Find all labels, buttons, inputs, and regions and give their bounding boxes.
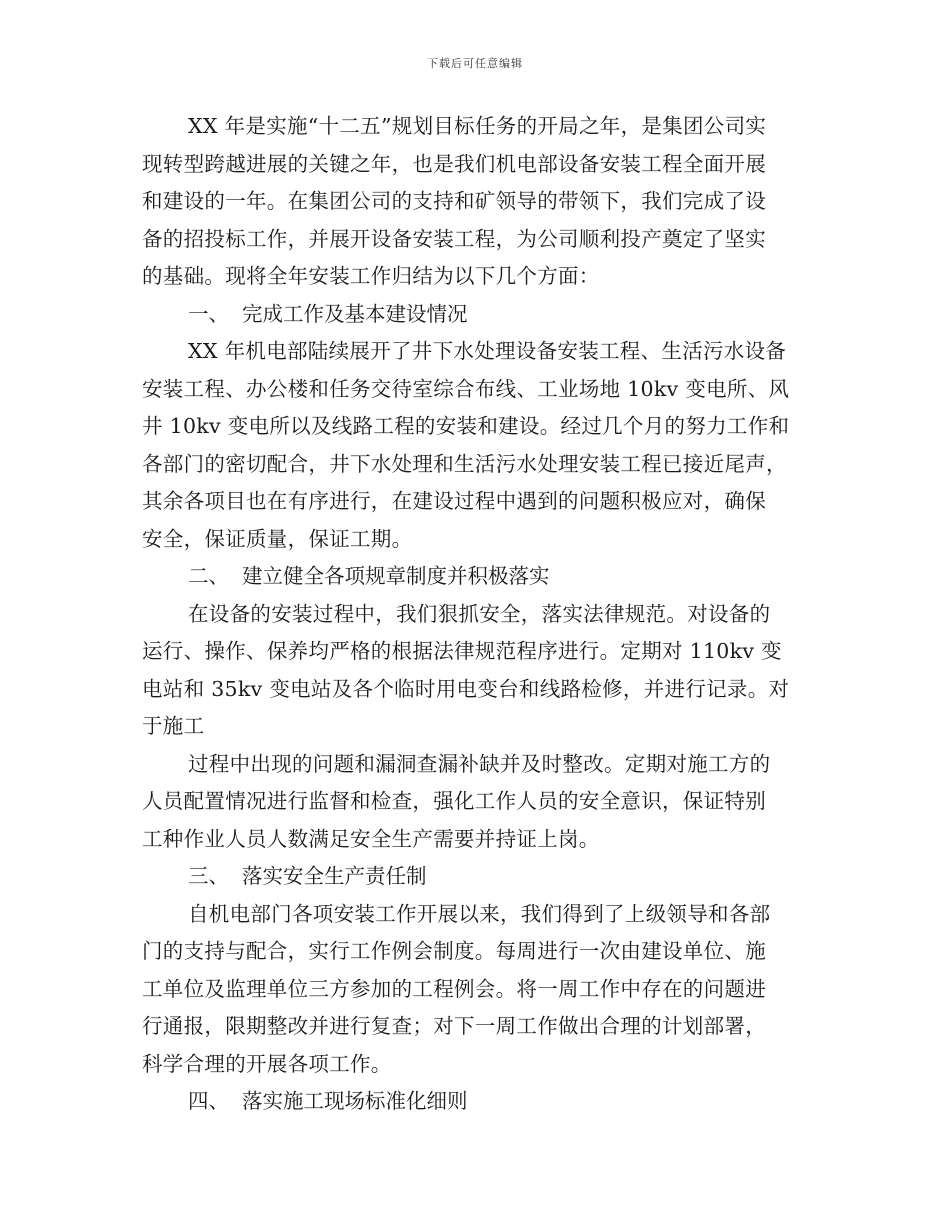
intro-paragraph (142, 108, 807, 296)
text-line: 井 10kv 变电所以及线路工程的安装和建设。经过几个月的努力工作和 (142, 414, 790, 438)
section-title: 落实安全生产责任制 (242, 864, 427, 888)
section-title: 建立健全各项规章制度并积极落实 (242, 564, 550, 588)
text-line: 备的招投标工作，并展开设备安装工程，为公司顺利投产奠定了坚实 (142, 226, 766, 251)
section-number: 三、 (188, 864, 229, 888)
text-line: 工种作业人员人数满足安全生产需要并持证上岗。 (142, 826, 600, 851)
text-line: 安装工程、办公楼和任务交待室综合布线、工业场地 10kv 变电所、风 (142, 376, 790, 401)
text-line: 和建设的一年。在集团公司的支持和矿领导的带领下，我们完成了设 (142, 189, 766, 213)
text-line: 安全，保证质量，保证工期。 (142, 526, 413, 551)
text-line: XX 年是实施“十二五”规划目标任务的开局之年，是集团公司实 (188, 114, 767, 138)
text-line: 现转型跨越进展的关键之年，也是我们机电部设备安装工程全面开展 (142, 151, 766, 176)
text-line: 门的支持与配合，实行工作例会制度。每周进行一次由建设单位、施 (142, 939, 766, 963)
section-heading-2 (142, 558, 807, 596)
section-number: 一、 (188, 301, 229, 326)
text-line: 其余各项目也在有序进行，在建设过程中遇到的问题积极应对，确保 (142, 489, 766, 513)
text-line: 行通报，限期整改并进行复查；对下一周工作做出合理的计划部署， (142, 1014, 766, 1038)
section-title: 完成工作及基本建设情况 (242, 301, 468, 326)
section-number: 四、 (188, 1089, 229, 1113)
document-body (142, 108, 807, 1121)
text-line: 自机电部门各项安装工作开展以来，我们得到了上级领导和各部 (188, 901, 771, 926)
text-line: 科学合理的开展各项工作。 (142, 1051, 392, 1076)
section-number: 二、 (188, 564, 229, 588)
text-line: 过程中出现的问题和漏洞查漏补缺并及时整改。定期对施工方的 (188, 751, 771, 776)
section-3-paragraph (142, 896, 807, 1084)
text-line: 工单位及监理单位三方参加的工程例会。将一周工作中存在的问题进 (142, 976, 766, 1001)
text-line: 各部门的密切配合，井下水处理和生活污水处理安装工程已接近尾声， (142, 451, 787, 476)
text-line: 人员配置情况进行监督和检查，强化工作人员的安全意识，保证特别 (142, 789, 766, 813)
section-2-paragraph (142, 596, 807, 746)
text-line: 于施工 (142, 714, 205, 738)
text-line: 在设备的安装过程中，我们狠抓安全，落实法律规范。对设备的 (188, 601, 771, 626)
section-heading-4 (142, 1083, 807, 1121)
text-line: 电站和 35kv 变电站及各个临时用电变台和线路检修，并进行记录。对 (142, 676, 790, 701)
text-line: 运行、操作、保养均严格的根据法律规范程序进行。定期对 110kv 变 (142, 639, 782, 663)
text-line: XX 年机电部陆续展开了井下水处理设备安装工程、生活污水设备 (188, 339, 787, 363)
section-heading-1 (142, 296, 807, 334)
section-title: 落实施工现场标准化细则 (242, 1089, 468, 1113)
section-2-paragraph-continued (142, 746, 807, 859)
page-header: 下载后可任意编辑 (427, 57, 523, 70)
section-1-paragraph (142, 333, 807, 558)
text-line: 的基础。现将全年安装工作归结为以下几个方面： (142, 264, 600, 288)
section-heading-3 (142, 858, 807, 896)
